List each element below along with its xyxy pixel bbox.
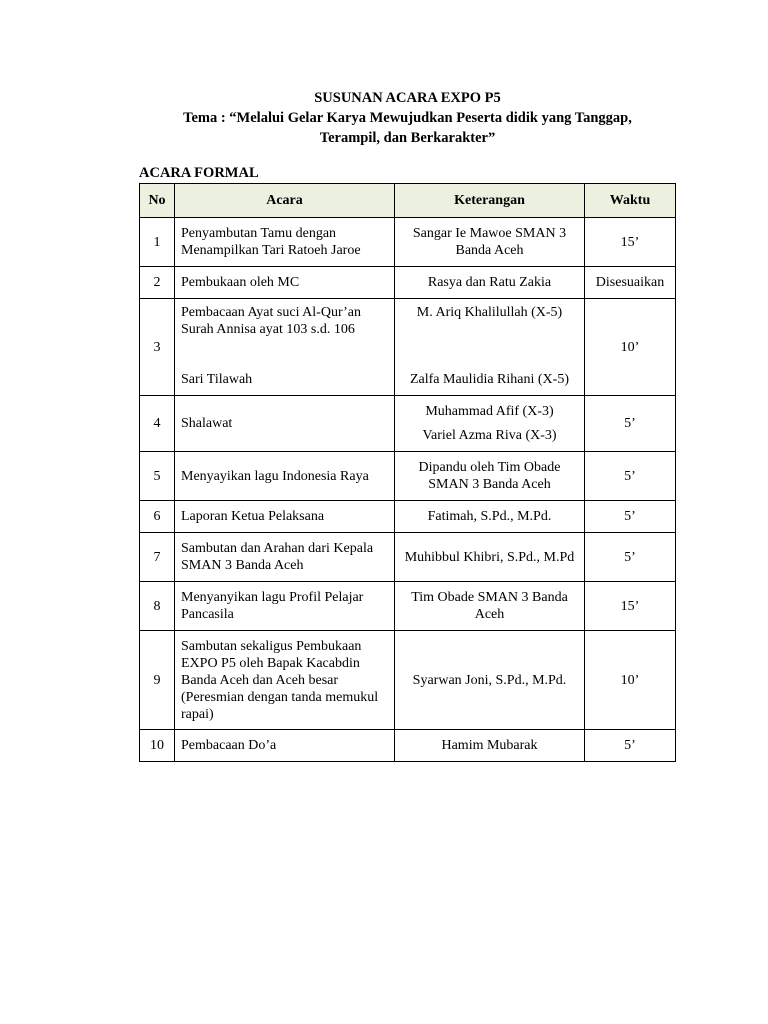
row-waktu: 5’ [585,501,676,533]
table-row [140,267,676,299]
row-acara: Pembacaan Do’a [175,730,395,762]
table-row [140,582,676,631]
row-waktu: 5’ [585,533,676,582]
acara-split [181,304,388,388]
column-header-keterangan: Keterangan [395,184,585,218]
row-keterangan: Hamim Mubarak [395,730,585,762]
row-waktu: 15’ [585,218,676,267]
row-waktu: 10’ [585,631,676,730]
table-row [140,218,676,267]
row-acara: Laporan Ketua Pelaksana [175,501,395,533]
row-acara: Shalawat [175,396,395,452]
row-number: 6 [140,501,175,533]
row-waktu: Disesuaikan [585,267,676,299]
row-keterangan: Muhibbul Khibri, S.Pd., M.Pd [395,533,585,582]
row-acara: Menyanyikan lagu Profil Pelajar Pancasila [175,582,395,631]
section-heading: ACARA FORMAL [139,165,259,181]
document-title: SUSUNAN ACARA EXPO P5 [314,90,501,106]
theme-line-1: Tema : “Melalui Gelar Karya Mewujudkan Peserta didik yang Tanggap, [183,110,632,126]
table-header-row [140,184,676,218]
row-acara [175,299,395,396]
row-keterangan: Syarwan Joni, S.Pd., M.Pd. [395,631,585,730]
agenda-table [139,183,676,762]
row-waktu: 15’ [585,582,676,631]
row-number: 9 [140,631,175,730]
row-number: 3 [140,299,175,396]
column-header-waktu: Waktu [585,184,676,218]
keterangan-split [401,304,578,388]
row-number: 8 [140,582,175,631]
row-number: 4 [140,396,175,452]
row-keterangan: Rasya dan Ratu Zakia [395,267,585,299]
row-waktu: 5’ [585,730,676,762]
keterangan-name-2: Variel Azma Riva (X-3) [422,428,557,443]
row-number: 5 [140,452,175,501]
theme-line-2: Terampil, dan Berkarakter” [319,130,496,146]
row-waktu: 5’ [585,452,676,501]
keterangan-sub-text: Zalfa Maulidia Rihani (X-5) [409,372,569,387]
table-row [140,501,676,533]
row-keterangan [395,396,585,452]
row-keterangan: Fatimah, S.Pd., M.Pd. [395,501,585,533]
table-row [140,452,676,501]
row-acara: Penyambutan Tamu dengan Menampilkan Tari Ratoeh Jaroe [175,218,395,267]
row-waktu: 5’ [585,396,676,452]
table-row [140,396,676,452]
table-row [140,730,676,762]
row-acara: Sambutan sekaligus Pembukaan EXPO P5 oleh Bapak Kacabdin Banda Aceh dan Aceh besar (Peresmian dengan tanda memukul rapai) [175,631,395,730]
row-number: 7 [140,533,175,582]
title-block [140,88,675,148]
keterangan-name-1: Muhammad Afif (X-3) [425,404,554,419]
column-header-acara: Acara [175,184,395,218]
row-number: 2 [140,267,175,299]
table-row [140,533,676,582]
column-header-no: No [140,184,175,218]
row-keterangan: Dipandu oleh Tim Obade SMAN 3 Banda Aceh [395,452,585,501]
row-keterangan: Sangar Ie Mawoe SMAN 3 Banda Aceh [395,218,585,267]
acara-main-text: Pembacaan Ayat suci Al-Qur’an Surah Annisa ayat 103 s.d. 106 [181,305,362,337]
row-keterangan: Tim Obade SMAN 3 Banda Aceh [395,582,585,631]
row-waktu: 10’ [585,299,676,396]
table-row [140,299,676,396]
acara-sub-text: Sari Tilawah [181,372,253,387]
row-acara: Pembukaan oleh MC [175,267,395,299]
row-keterangan [395,299,585,396]
row-acara: Menyayikan lagu Indonesia Raya [175,452,395,501]
row-number: 10 [140,730,175,762]
table-row [140,631,676,730]
row-acara: Sambutan dan Arahan dari Kepala SMAN 3 Banda Aceh [175,533,395,582]
row-number: 1 [140,218,175,267]
keterangan-main-text: M. Ariq Khalilullah (X-5) [416,305,563,320]
